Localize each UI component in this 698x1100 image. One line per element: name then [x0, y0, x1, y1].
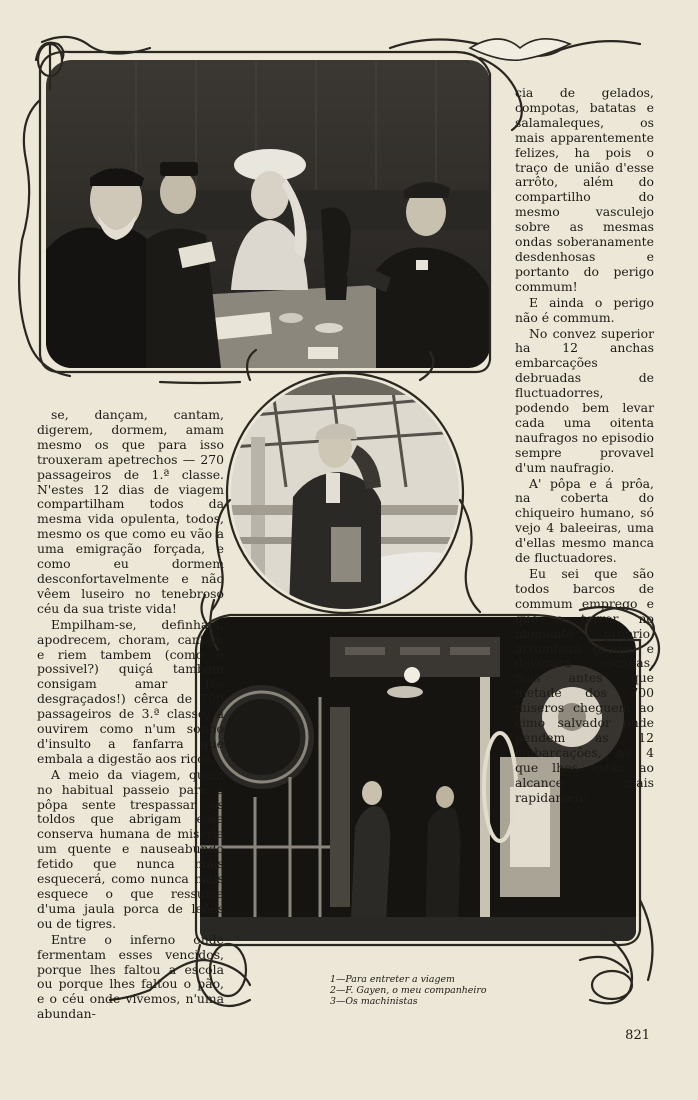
caption-2: 2—F. Gayen, o meu companheiro [330, 985, 487, 996]
paragraph: Entre o inferno onde fermentam esses vencidos, porque lhes faltou a escola ou porque lhes faltou o pão, e o céu onde vivemos, n'uma abundan- [37, 931, 224, 1022]
paragraph: Eu sei que são todos barcos de commum emprego e que o terror, no momento proprio, arrombará grades e devorará escadas, mas antes que metade dos 700 miseros cheguem ao cimo salvador onde pendem as 12 embarcações, as 4 que lhes estão ao alcance mais rapidamen- [515, 566, 654, 805]
photo-card-players [46, 60, 490, 368]
page-number: 821 [625, 1028, 650, 1043]
paragraph: Empilham-se, definham, apodrecem, choram, cantam e riem tambem (como é possivel?) quiçá tambem consigam amar (os desgraçados!) cêrca de 700 passageiros de 3.ª classe, a ouvirem como n'um sonho d'insulto a fanfarra que embala a digestão aos ricos. [37, 616, 224, 766]
right-column-text [515, 86, 654, 806]
paragraph: cia de gelados, compotas, batatas e salamaleques, os mais apparentemente felizes, ha pois o traço de união d'esse arrôto, além do compartilho do mesmo vasculejo sobre as mesmas ondas soberanamente desdenhosas e portanto do perigo commum! [515, 85, 654, 294]
paragraph: A' pôpa e á prôa, na coberta do chiqueiro humano, só vejo 4 baleeiras, uma d'ellas mesmo manca de fluctuadores. [515, 475, 654, 566]
photo-companion [231, 377, 459, 609]
left-column-text [37, 408, 224, 1022]
card-players-image [46, 60, 490, 368]
paragraph: E ainda o perigo não é commum. [515, 294, 654, 325]
companion-image [231, 377, 459, 609]
caption-1: 1—Para entreter a viagem [330, 974, 455, 985]
photo-captions [330, 974, 486, 1007]
paragraph: se, dançam, cantam, digerem, dormem, amam mesmo os que para isso trouxeram apetrechos — 270 passageiros de 1.ª classe. N'estes 12 dias de viagem compartilham todos da mesma vida opulenta, todos, mesmo os que como eu vão a uma emigração forçada, e como eu dormem desconfortavelmente e não vêem luseiro no tenebroso céu da sua triste vida! [37, 407, 224, 616]
paragraph: A meio da viagem, quem no habitual passeio pare á pôpa sente trespassar os toldos que abrigam essa conserva humana de miseria um quente e nauseabundo fetido que nunca mais esquecerá, como nunca mais esquece o que ressuma d'uma jaula porca de leões ou de tigres. [37, 766, 224, 931]
caption-3: 3—Os machinistas [330, 996, 418, 1007]
paragraph: No convez superior ha 12 anchas embarcações debruadas de fluctuadorres, podendo bem levar cada uma oitenta naufragos no episodio sempre provavel d'um naufragio. [515, 325, 654, 475]
